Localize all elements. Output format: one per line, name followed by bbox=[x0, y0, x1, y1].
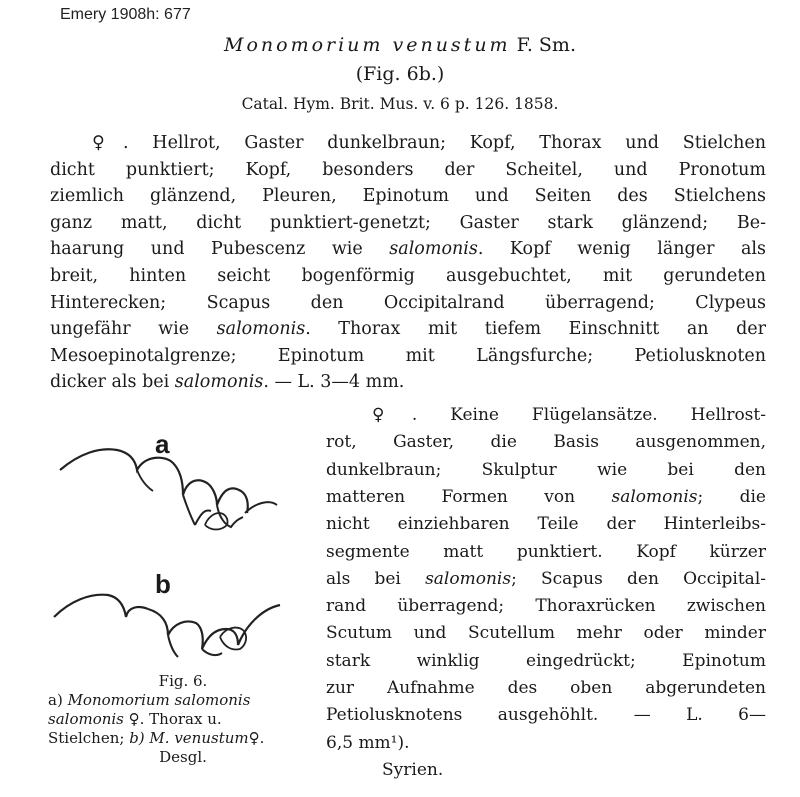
catalog-citation: Catal. Hym. Brit. Mus. v. 6 p. 126. 1858. bbox=[241, 95, 559, 113]
text-line: ungefähr wie salomonis. Thorax mit tiefem Einschnitt an der bbox=[50, 319, 766, 340]
text-line: Syrien. bbox=[382, 759, 444, 780]
text-line: breit, hinten seicht bogenförmig ausgebuchtet, mit gerundeten bbox=[50, 266, 766, 286]
figure-b-thorax-drawing bbox=[50, 565, 290, 675]
text-line: haarung und Pubescenz wie salomonis. Kopf wenig länger als bbox=[50, 239, 766, 260]
species-name: Monomorium venustum bbox=[224, 34, 511, 56]
text-line: zur Aufnahme des oben abgerundeten bbox=[326, 678, 766, 698]
caption-line: a) Monomorium salomonis bbox=[48, 691, 251, 709]
text-line: stark winklig eingedrückt; Epinotum bbox=[326, 650, 766, 671]
caption-line: Desgl. bbox=[159, 748, 207, 766]
text-line: ganz matt, dicht punktiert-genetzt; Gaster stark glänzend; Be- bbox=[50, 212, 766, 233]
text-line: ♀. Hellrot, Gaster dunkelbraun; Kopf, Thorax und Stielchen bbox=[92, 133, 766, 153]
figure-reference: (Fig. 6b.) bbox=[355, 63, 445, 85]
text-line: 6,5 mm¹). bbox=[326, 732, 410, 753]
text-line: Scutum und Scutellum mehr oder minder bbox=[326, 623, 766, 644]
source-reference: Emery 1908h: 677 bbox=[60, 6, 191, 23]
text-line: rand überragend; Thoraxrücken zwischen bbox=[326, 596, 766, 617]
species-author: F. Sm. bbox=[510, 34, 576, 56]
figure-b-label: b bbox=[155, 569, 171, 599]
figure-caption-title: Fig. 6. bbox=[158, 672, 208, 690]
text-line: Petiolusknotens ausgehöhlt. — L. 6— bbox=[326, 705, 766, 726]
text-line: ziemlich glänzend, Pleuren, Epinotum und Seiten des Stielchens bbox=[50, 186, 766, 207]
text-line: matteren Formen von salomonis; die bbox=[326, 486, 766, 507]
figure-caption bbox=[48, 672, 318, 767]
text-line: segmente matt punktiert. Kopf kürzer bbox=[326, 541, 766, 562]
text-line: dunkelbraun; Skulptur wie bei den bbox=[326, 459, 766, 480]
figure-a-label: a bbox=[155, 429, 170, 459]
text-line: ♀. Keine Flügelansätze. Hellrost- bbox=[372, 405, 766, 425]
text-line: dicht punktiert; Kopf, besonders der Scheitel, und Pronotum bbox=[50, 159, 766, 180]
text-line: nicht einziehbaren Teile der Hinterleibs- bbox=[326, 514, 766, 535]
caption-line: salomonis ♀. Thorax u. bbox=[48, 710, 222, 728]
caption-line: Stielchen; b) M. venustum♀. bbox=[48, 729, 265, 747]
text-line: dicker als bei salomonis. — L. 3—4 mm. bbox=[50, 372, 405, 393]
text-line: Hinterecken; Scapus den Occipitalrand überragend; Clypeus bbox=[50, 292, 766, 313]
text-line: Mesoepinotalgrenze; Epinotum mit Längsfurche; Petiolusknoten bbox=[50, 345, 766, 366]
species-title bbox=[0, 34, 800, 56]
figure-a-thorax-drawing bbox=[55, 425, 295, 545]
text-line: als bei salomonis; Scapus den Occipital- bbox=[326, 568, 766, 589]
text-line: rot, Gaster, die Basis ausgenommen, bbox=[326, 432, 766, 453]
